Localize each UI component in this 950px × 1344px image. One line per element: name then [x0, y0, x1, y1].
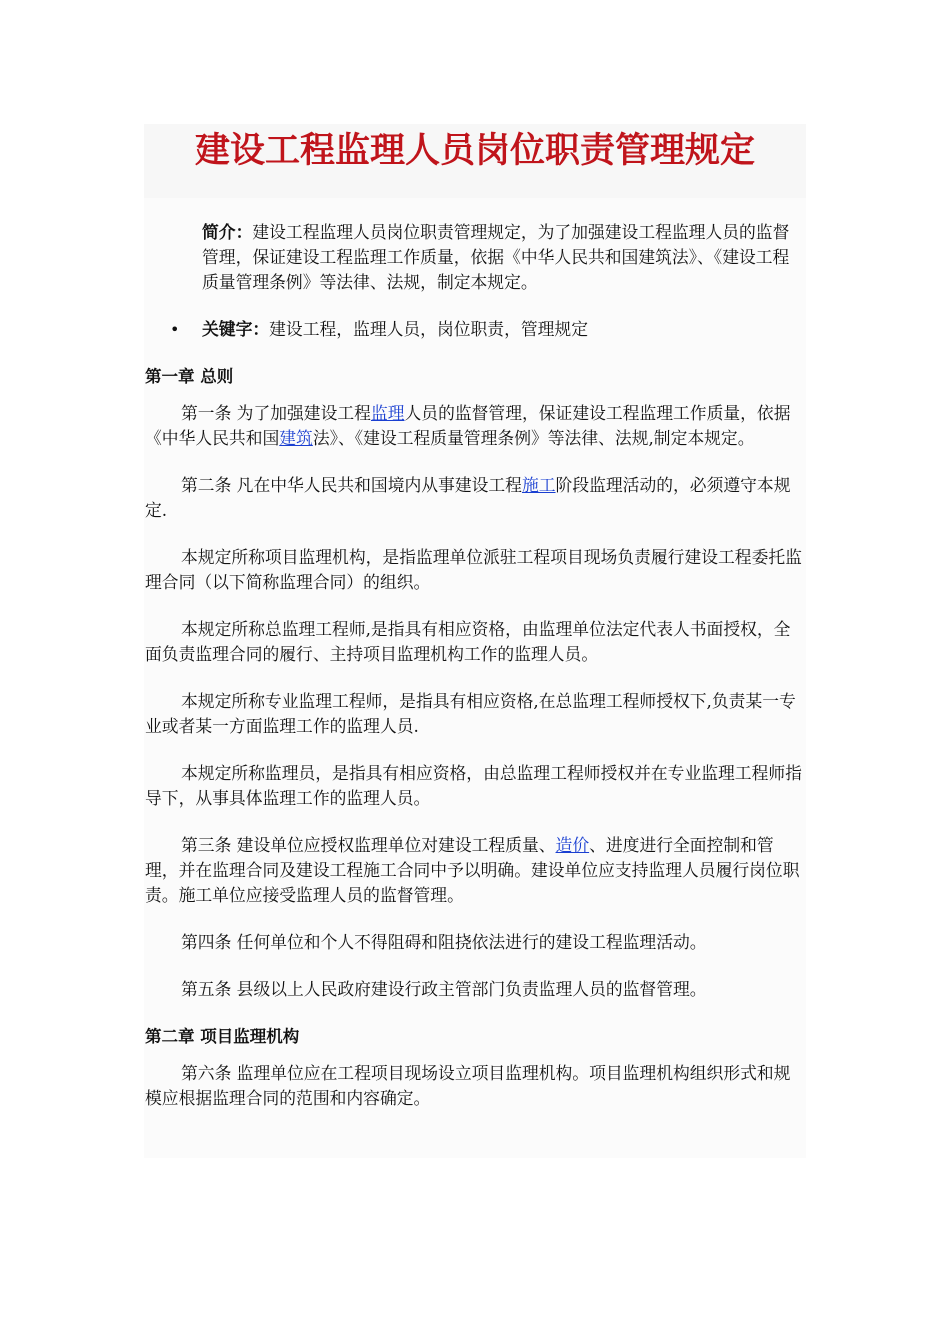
article-3	[145, 833, 805, 908]
article-2-text-a: 第二条 凡在中华人民共和国境内从事建设工程	[181, 475, 522, 495]
chapter-2-heading: 第二章 项目监理机构	[145, 1027, 300, 1046]
article-2-text-b: 阶段监理活动的，必须遵守本规定.	[145, 475, 791, 520]
link-zaojia[interactable]: 造价	[555, 835, 590, 855]
article-5: 第五条 县级以上人民政府建设行政主管部门负责监理人员的监督管理。	[181, 979, 707, 999]
article-1-text-c: 法》、《建设工程质量管理条例》等法律、法规,制定本规定。	[312, 428, 755, 448]
keywords-item	[145, 317, 805, 342]
keywords-label: 关键字：	[202, 319, 270, 339]
article-6: 第六条 监理单位应在工程项目现场设立项目监理机构。项目监理机构组织形式和规模应根据监理合同的范围和内容确定。	[145, 1063, 791, 1108]
link-jianzhu[interactable]: 建筑	[279, 428, 313, 448]
document-title: 建设工程监理人员岗位职责管理规定	[194, 131, 755, 171]
definition-chief-engineer: 本规定所称总监理工程师,是指具有相应资格，由监理单位法定代表人书面授权，全面负责监理合同的履行、主持项目监理机构工作的监理人员。	[145, 619, 791, 664]
article-1-text-a: 第一条 为了加强建设工程	[181, 403, 371, 423]
article-2	[145, 473, 805, 523]
intro-text: 建设工程监理人员岗位职责管理规定，为了加强建设工程监理人员的监督管理，保证建设工程监理工作质量，依据《中华人民共和国建筑法》、《建设工程质量管理条例》等法律、法规，制定本规定。	[202, 222, 790, 292]
article-3-text-b: 、进度进行全面控制和管理，并在监理合同及建设工程施工合同中予以明确。建设单位应支持监理人员履行岗位职责。施工单位应接受监理人员的监督管理。	[145, 835, 800, 905]
definition-supervisor: 本规定所称监理员，是指具有相应资格，由总监理工程师授权并在专业监理工程师指导下，从事具体监理工作的监理人员。	[145, 763, 802, 808]
article-1-text-b: 人员的监督管理，保证建设工程监理工作质量，依据《中华人民共和国	[145, 403, 791, 448]
definition-specialist-engineer: 本规定所称专业监理工程师，是指具有相应资格,在总监理工程师授权下,负责某一专业或者某一方面监理工作的监理人员.	[145, 691, 796, 736]
article-1	[145, 401, 805, 451]
link-jianli[interactable]: 监理	[370, 403, 405, 423]
link-shigong[interactable]: 施工	[521, 475, 556, 495]
bullet-icon: •	[170, 320, 180, 339]
definition-project-agency: 本规定所称项目监理机构，是指监理单位派驻工程项目现场负责履行建设工程委托监理合同（以下简称监理合同）的组织。	[145, 547, 802, 592]
chapter-1-heading: 第一章 总则	[145, 367, 234, 386]
intro-paragraph	[202, 220, 802, 295]
document-body	[145, 220, 805, 1111]
article-3-text-a: 第三条 建设单位应授权监理单位对建设工程质量、	[181, 835, 556, 855]
keywords-text: 建设工程，监理人员，岗位职责，管理规定	[269, 319, 588, 339]
article-4: 第四条 任何单位和个人不得阻碍和阻挠依法进行的建设工程监理活动。	[181, 932, 707, 952]
intro-label: 简介：	[202, 222, 253, 242]
